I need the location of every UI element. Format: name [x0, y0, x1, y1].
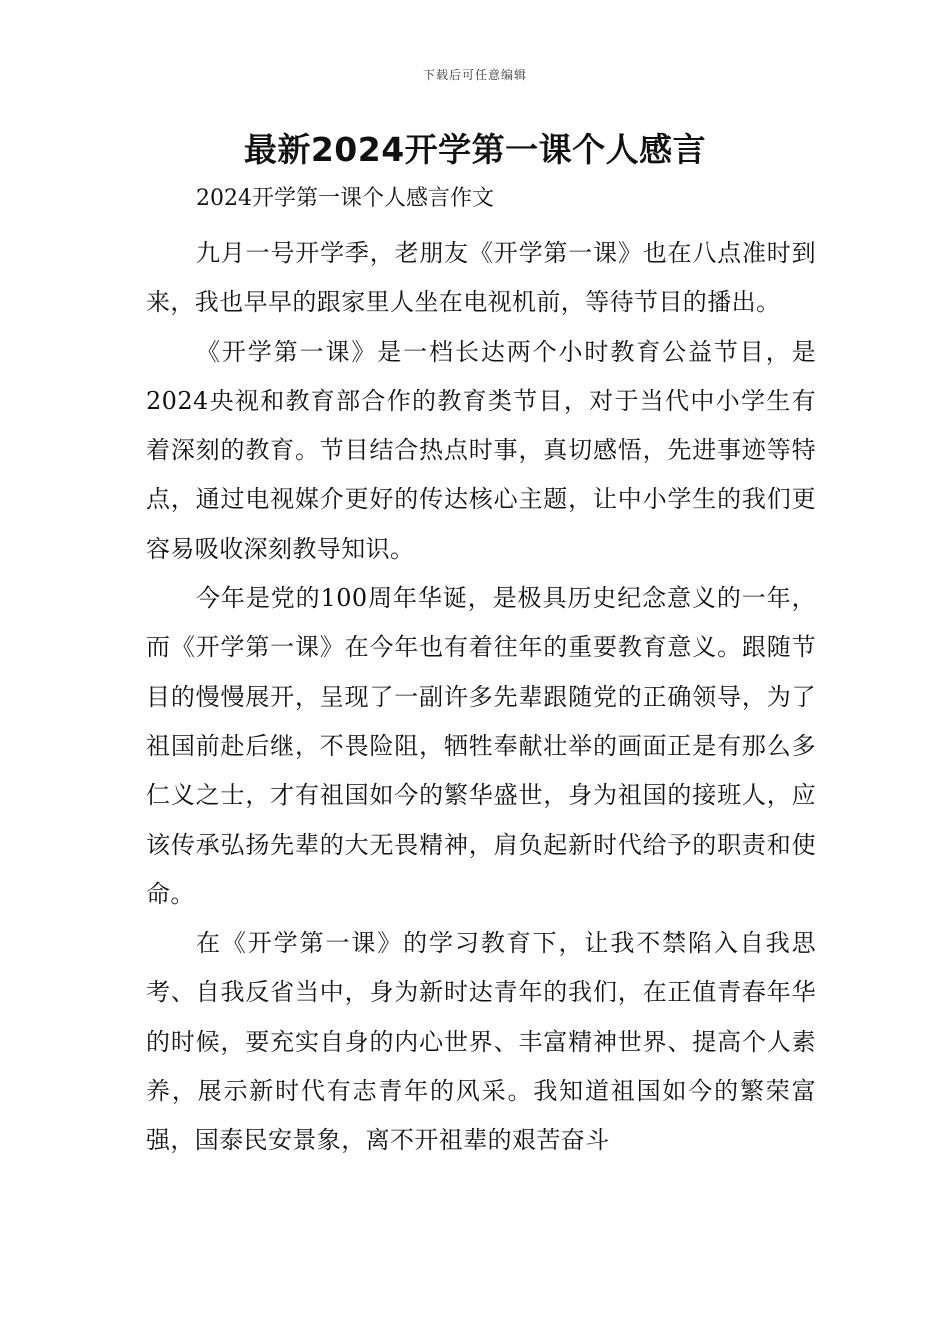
paragraph: 今年是党的100周年华诞，是极具历史纪念意义的一年，而《开学第一课》在今年也有着往年的重要教育意义。跟随节目的慢慢展开，呈现了一副许多先辈跟随党的正确领导，为了祖国前赴后继，不畏险阻，牺牲奉献壮举的画面正是有那么多仁义之士，才有祖国如今的繁华盛世，身为祖国的接班人，应该传承弘扬先辈的大无畏精神，肩负起新时代给予的职责和使命。	[146, 584, 816, 908]
document-body	[146, 229, 816, 1166]
paragraph: 《开学第一课》是一档长达两个小时教育公益节目，是2024央视和教育部合作的教育类节目，对于当代中小学生有着深刻的教育。节目结合热点时事，真切感悟，先进事迹等特点，通过电视媒介更好的传达核心主题，让中小学生的我们更容易吸收深刻教导知识。	[146, 337, 816, 563]
paragraph: 在《开学第一课》的学习教育下，让我不禁陷入自我思考、自我反省当中，身为新时达青年的我们，在正值青春年华的时候，要充实自身的内心世界、丰富精神世界、提高个人素养，展示新时代有志青年的风采。我知道祖国如今的繁荣富强，国泰民安景象，离不开祖辈的艰苦奋斗	[146, 929, 816, 1155]
document-subtitle: 2024开学第一课个人感言作文	[196, 186, 494, 211]
paragraph: 九月一号开学季，老朋友《开学第一课》也在八点准时到来，我也早早的跟家里人坐在电视机前，等待节目的播出。	[146, 239, 816, 317]
header-note: 下载后可任意编辑	[422, 68, 527, 82]
document-title: 最新2024开学第一课个人感言	[243, 130, 707, 169]
